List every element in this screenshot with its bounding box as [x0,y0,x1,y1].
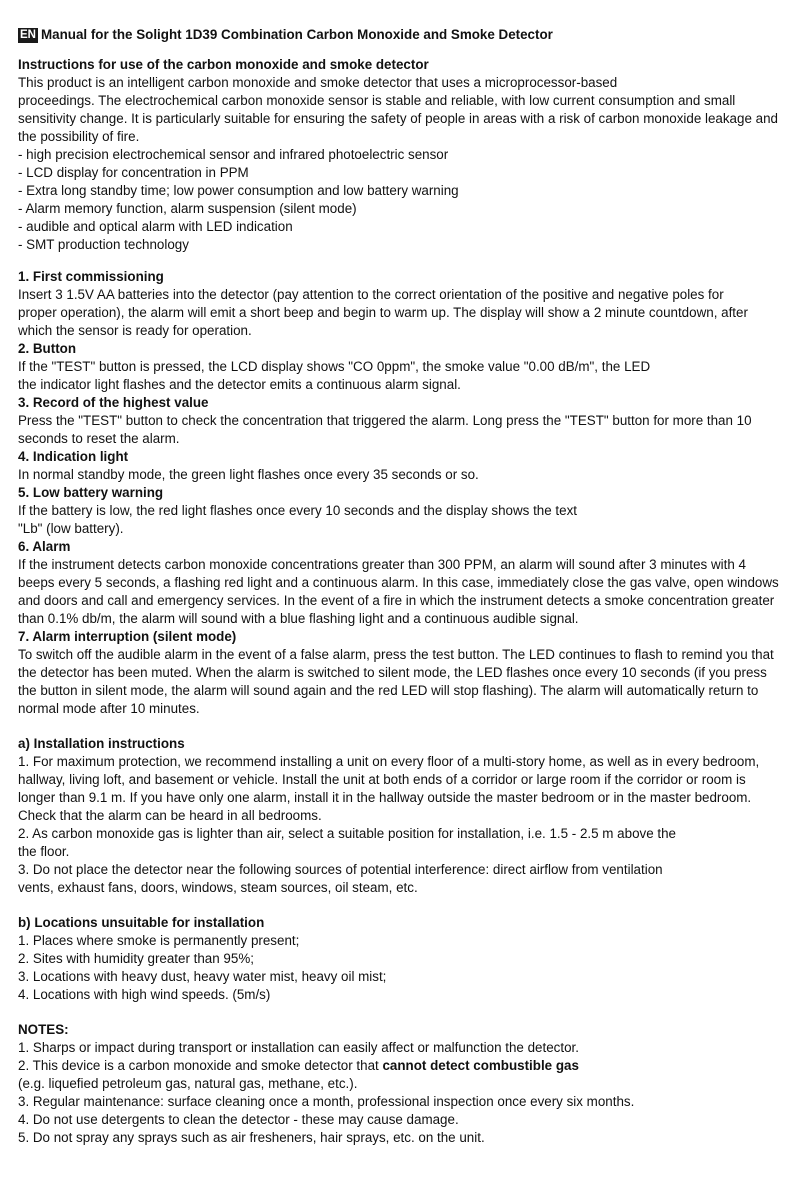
note-item: 5. Do not spray any sprays such as air fresheners, hair sprays, etc. on the unit. [18,1130,485,1145]
unsuitable-item: 4. Locations with high wind speeds. (5m/s) [18,987,271,1002]
section-line: seconds to reset the alarm. [18,431,180,446]
section-indication-light [18,448,790,484]
section-line: To switch off the audible alarm in the event of a false alarm, press the test button. The LED continues to flash to remind you that [18,647,774,662]
feature-item: - Alarm memory function, alarm suspension (silent mode) [18,201,357,216]
section-line: proper operation), the alarm will emit a short beep and begin to warm up. The display will show a 2 minute countdown, after [18,305,748,320]
section-line: normal mode after 10 minutes. [18,701,200,716]
notes-section [18,1021,790,1147]
section-heading: a) Installation instructions [18,736,185,751]
language-badge: EN [20,28,36,41]
installation-section [18,735,790,897]
feature-item: - LCD display for concentration in PPM [18,165,249,180]
feature-item: - high precision electrochemical sensor and infrared photoelectric sensor [18,147,449,162]
section-line: If the battery is low, the red light flashes once every 10 seconds and the display shows the text [18,503,578,518]
unsuitable-item: 2. Sites with humidity greater than 95%; [18,951,254,966]
section-heading: 2. Button [18,341,77,356]
note-item: 1. Sharps or impact during transport or installation can easily affect or malfunction the detector. [18,1040,579,1055]
section-line: and doors and call and emergency services. In the event of a fire in which the instrument detects a smoke concentration greater [18,593,775,608]
installation-line: the floor. [18,844,70,859]
section-line: which the sensor is ready for operation. [18,323,252,338]
installation-line: 1. For maximum protection, we recommend installing a unit on every floor of a multi-story home, as well as in every bedroom, [18,754,760,769]
section-line: than 0.1% db/m, the alarm will sound with a blue flashing light and a continuous audible signal. [18,611,579,626]
note-emphasis: cannot detect combustible gas [382,1058,579,1073]
unsuitable-item: 1. Places where smoke is permanently present; [18,933,300,948]
intro-line: proceedings. The electrochemical carbon monoxide sensor is stable and reliable, with low current consumption and small [18,93,736,108]
section-line: In normal standby mode, the green light flashes once every 35 seconds or so. [18,467,479,482]
feature-item: - Extra long standby time; low power consumption and low battery warning [18,183,459,198]
section-line: the button in silent mode, the alarm will sound again and the red LED will stop flashing). The alarm will automatically return to [18,683,759,698]
section-heading: 7. Alarm interruption (silent mode) [18,629,237,644]
unsuitable-locations-section [18,914,790,1004]
section-line: If the instrument detects carbon monoxide concentrations greater than 300 PPM, an alarm will sound after 3 minutes with 4 [18,557,746,572]
section-line: the detector has been muted. When the alarm is switched to silent mode, the LED flashes once every 10 seconds (if you press [18,665,767,680]
section-line: the indicator light flashes and the detector emits a continuous alarm signal. [18,377,461,392]
installation-line: Check that the alarm can be heard in all bedrooms. [18,808,322,823]
note-text: 2. This device is a carbon monoxide and smoke detector that [18,1058,383,1073]
document-title [18,26,790,44]
section-heading: 3. Record of the highest value [18,395,209,410]
section-heading: 5. Low battery warning [18,485,164,500]
intro-section [18,56,790,254]
section-heading: b) Locations unsuitable for installation [18,915,265,930]
note-item: 3. Regular maintenance: surface cleaning once a month, professional inspection once every six months. [18,1094,635,1109]
installation-line: longer than 9.1 m. If you have only one alarm, install it in the hallway outside the master bedroom or in the master bedroom. [18,790,752,805]
installation-line: 2. As carbon monoxide gas is lighter than air, select a suitable position for installation, i.e. 1.5 - 2.5 m above the [18,826,677,841]
intro-line: the possibility of fire. [18,129,140,144]
section-line: beeps every 5 seconds, a flashing red light and a continuous alarm. In this case, immediately close the gas valve, open windows [18,575,779,590]
installation-line: hallway, living loft, and basement or vehicle. Install the unit at both ends of a corridor or large room if the corridor or room is [18,772,746,787]
title-text: Manual for the Solight 1D39 Combination Carbon Monoxide and Smoke Detector [40,27,553,42]
installation-line: vents, exhaust fans, doors, windows, steam sources, oil steam, etc. [18,880,418,895]
section-line: Insert 3 1.5V AA batteries into the detector (pay attention to the correct orientation of the positive and negative poles for [18,287,724,302]
section-heading: 1. First commissioning [18,269,164,284]
notes-heading: NOTES: [18,1022,69,1037]
section-record-highest-value [18,394,790,448]
section-heading: 6. Alarm [18,539,71,554]
note-item: 4. Do not use detergents to clean the detector - these may cause damage. [18,1112,459,1127]
intro-line: This product is an intelligent carbon monoxide and smoke detector that uses a microprocessor-based [18,75,618,90]
note-item [18,1057,790,1075]
section-low-battery-warning [18,484,790,538]
section-button [18,340,790,394]
note-item: (e.g. liquefied petroleum gas, natural gas, methane, etc.). [18,1076,358,1091]
intro-line: sensitivity change. It is particularly suitable for ensuring the safety of people in areas with a risk of carbon monoxide leakage and [18,111,778,126]
section-alarm-interruption [18,628,790,718]
section-heading: 4. Indication light [18,449,129,464]
feature-item: - audible and optical alarm with LED indication [18,219,293,234]
section-line: "Lb" (low battery). [18,521,124,536]
section-alarm [18,538,790,628]
feature-item: - SMT production technology [18,237,189,252]
section-line: Press the "TEST" button to check the concentration that triggered the alarm. Long press the "TEST" button for more than 10 [18,413,752,428]
section-first-commissioning [18,268,790,340]
intro-heading: Instructions for use of the carbon monoxide and smoke detector [18,57,429,72]
section-line: If the "TEST" button is pressed, the LCD display shows "CO 0ppm", the smoke value "0.00 dB/m", the LED [18,359,651,374]
installation-line: 3. Do not place the detector near the following sources of potential interference: direct airflow from ventilation [18,862,663,877]
numbered-sections [18,268,790,718]
unsuitable-item: 3. Locations with heavy dust, heavy water mist, heavy oil mist; [18,969,387,984]
